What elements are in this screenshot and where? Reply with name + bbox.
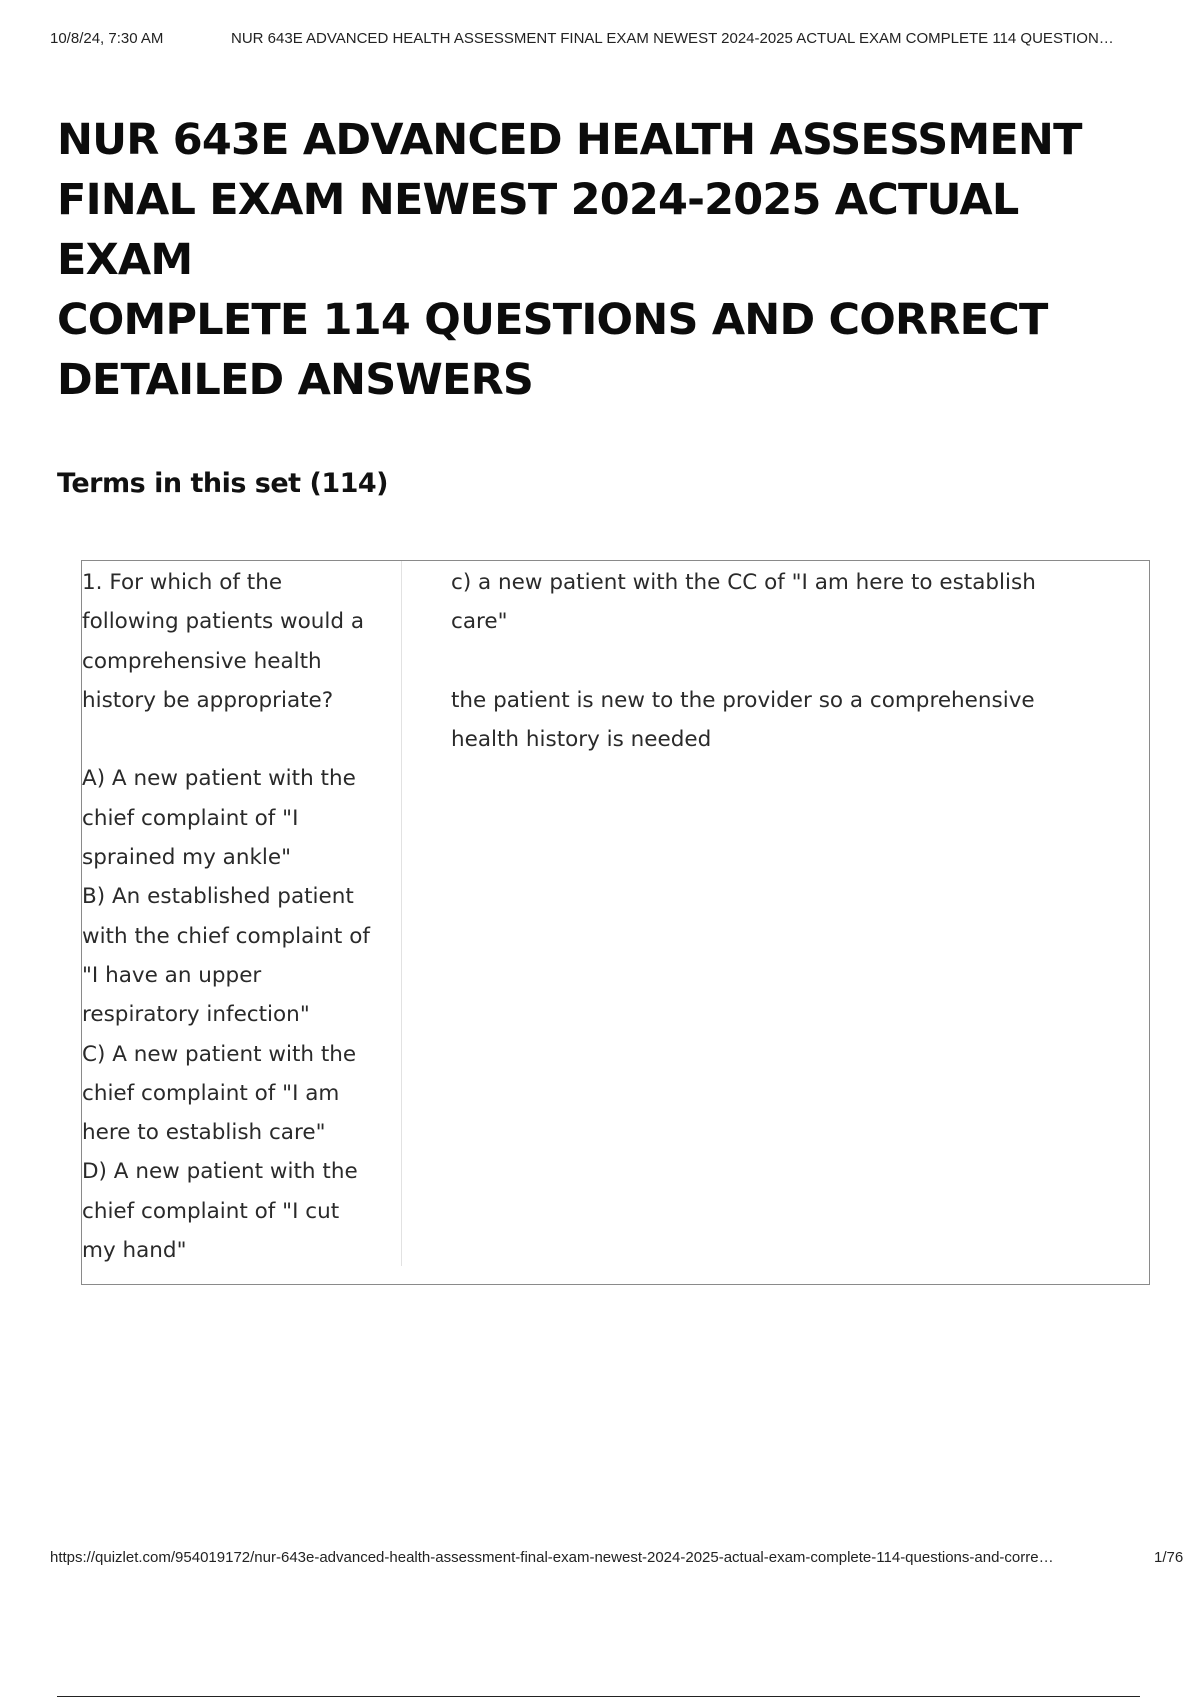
term-line: C) A new patient with the: [82, 1041, 357, 1067]
print-header: [50, 30, 1180, 52]
term-line: chief complaint of "I: [82, 805, 299, 831]
term-line: 1. For which of the: [82, 570, 283, 595]
term-line: here to establish care": [82, 1120, 326, 1146]
term-line: chief complaint of "I cut: [82, 1198, 340, 1224]
flashcard-definition: [451, 563, 1091, 759]
term-line: with the chief complaint of: [82, 923, 370, 949]
term-line: D) A new patient with the: [82, 1159, 358, 1185]
term-line: sprained my ankle": [82, 845, 292, 871]
term-line: B) An established patient: [82, 884, 354, 910]
term-line: comprehensive health: [82, 648, 322, 674]
term-line: history be appropriate?: [82, 687, 334, 713]
term-spacer: [82, 720, 401, 759]
definition-line: the patient is new to the provider so a comprehensive: [451, 687, 1035, 713]
term-line: my hand": [82, 1238, 187, 1264]
page-number: 1/76: [1154, 1549, 1184, 1566]
definition-line: c) a new patient with the CC of "I am here to establish: [451, 570, 1036, 595]
print-datetime: 10/8/24, 7:30 AM: [50, 30, 164, 47]
page-title: [57, 110, 1167, 410]
term-line: following patients would a: [82, 609, 365, 635]
definition-spacer: [451, 642, 1091, 681]
term-line: chief complaint of "I am: [82, 1080, 340, 1106]
page-title-line: DETAILED ANSWERS: [57, 355, 534, 405]
term-line: respiratory infection": [82, 1002, 310, 1028]
definition-line: health history is needed: [451, 727, 712, 753]
print-url: https://quizlet.com/954019172/nur-643e-advanced-health-assessment-final-exam-newest-2024-2025-actual-exam-complete-114-questions-and-corre…: [50, 1549, 1054, 1566]
page-title-line: COMPLETE 114 QUESTIONS AND CORRECT: [57, 295, 1048, 345]
definition-line: care": [451, 609, 508, 635]
term-line: A) A new patient with the: [82, 766, 356, 792]
print-footer: [50, 1549, 1184, 1571]
term-line: "I have an upper: [82, 962, 262, 988]
print-document-title: NUR 643E ADVANCED HEALTH ASSESSMENT FINAL EXAM NEWEST 2024-2025 ACTUAL EXAM COMPLETE 114 QUESTION…: [231, 30, 1114, 47]
flashcard: [81, 560, 1150, 1285]
terms-set-heading: Terms in this set (114): [57, 468, 389, 499]
divider: [57, 1696, 1140, 1697]
flashcard-term: [82, 561, 402, 1266]
page-title-line: FINAL EXAM NEWEST 2024-2025 ACTUAL EXAM: [57, 175, 1019, 285]
page-title-line: NUR 643E ADVANCED HEALTH ASSESSMENT: [57, 115, 1082, 165]
